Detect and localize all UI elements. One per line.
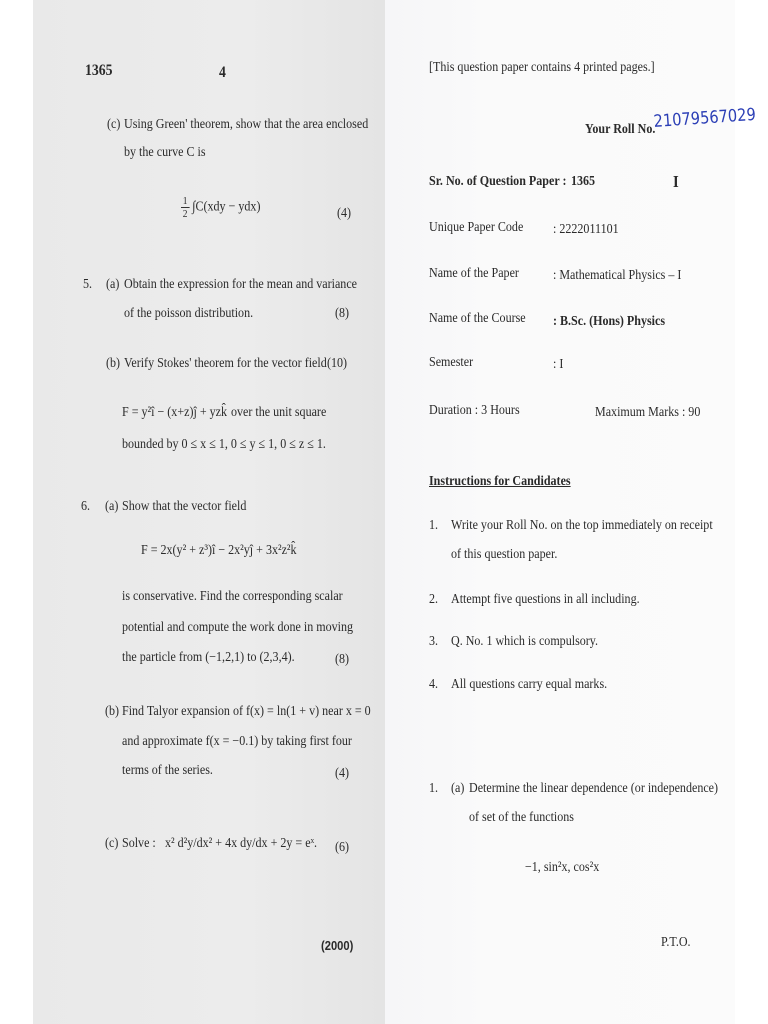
q6b-label: (b)	[105, 704, 120, 719]
q6c-equation: x² d²y/dx² + 4x dy/dx + 2y = eˣ.	[165, 836, 318, 851]
instruction-line-2: Attempt five questions in all including.	[451, 592, 640, 607]
paper-number: 1365	[85, 62, 113, 79]
field-value-2: : B.Sc. (Hons) Physics	[553, 314, 666, 329]
instruction-line-1b: of this question paper.	[451, 547, 558, 562]
q5b-bounds: bounded by 0 ≤ x ≤ 1, 0 ≤ y ≤ 1, 0 ≤ z ≤ 1.	[122, 437, 326, 452]
q6a-field: F = 2x(y² + z³)î − 2x²yĵ + 3x²z²k̂	[141, 543, 297, 558]
q5b-over: over the unit square	[231, 405, 327, 420]
q6a-label: (a)	[105, 499, 119, 514]
q4c-formula: $\frac{1}{2}$ ∫C(xdy − ydx)	[182, 195, 261, 220]
pto: P.T.O.	[661, 935, 691, 950]
q6a-line1: Show that the vector field	[122, 499, 247, 514]
q6a-line4: the particle from (−1,2,1) to (2,3,4).	[122, 650, 295, 665]
instructions-title: Instructions for Candidates	[429, 474, 571, 489]
q5b-line1: Verify Stokes' theorem for the vector field	[124, 356, 327, 371]
printed-pages-note: [This question paper contains 4 printed pages.]	[429, 60, 655, 75]
q6b-line1: Find Talyor expansion of f(x) = ln(1 + v) near x = 0	[122, 704, 371, 719]
q1a-label: (a)	[451, 781, 465, 796]
instruction-num-2: 2.	[429, 592, 439, 607]
q4c-line2: by the curve C is	[124, 145, 206, 160]
q5a-label: (a)	[106, 277, 120, 292]
field-value-3: : I	[553, 357, 564, 372]
q6c-prefix: Solve :	[122, 836, 156, 851]
q5a-line2: of the poisson distribution.	[124, 306, 254, 321]
duration: Duration : 3 Hours	[429, 403, 520, 418]
q6a-line3: potential and compute the work done in moving	[122, 620, 354, 635]
field-label-3: Semester	[429, 355, 474, 370]
q4c-marks: (4)	[337, 206, 352, 221]
right-page	[385, 0, 757, 1024]
instruction-num-3: 3.	[429, 634, 439, 649]
instruction-line-3: Q. No. 1 which is compulsory.	[451, 634, 599, 649]
q1a-functions: −1, sin²x, cos²x	[525, 860, 600, 875]
q4c-line1: Using Green' theorem, show that the area enclosed	[124, 117, 369, 132]
q6a-line2: is conservative. Find the corresponding scalar	[122, 589, 343, 604]
q5a-line1: Obtain the expression for the mean and variance	[124, 277, 358, 292]
q6c-marks: (6)	[335, 840, 350, 855]
instruction-num-4: 4.	[429, 677, 439, 692]
q1a-line1: Determine the linear dependence (or independence)	[469, 781, 719, 796]
q5-number: 5.	[83, 277, 93, 292]
q6b-line3: terms of the series.	[122, 763, 213, 778]
sr-mark: I	[673, 172, 679, 191]
q6b-marks: (4)	[335, 766, 350, 781]
instruction-line-4: All questions carry equal marks.	[451, 677, 608, 692]
field-label-0: Unique Paper Code	[429, 220, 524, 235]
q4c-label: (c)	[107, 117, 121, 132]
instruction-line-1a: Write your Roll No. on the top immediately on receipt	[451, 518, 713, 533]
q5b-marks: (10)	[327, 356, 348, 371]
q6a-marks: (8)	[335, 652, 350, 667]
q6b-line2: and approximate f(x = −0.1) by taking first four	[122, 734, 352, 749]
left-page	[33, 0, 385, 1024]
field-label-2: Name of the Course	[429, 311, 526, 326]
q5b-label: (b)	[106, 356, 121, 371]
sr-no-label: Sr. No. of Question Paper :	[429, 174, 567, 189]
roll-number-handwritten: 21079567029	[653, 104, 757, 132]
sr-no-value: 1365	[571, 174, 596, 189]
q5b-field: F = y²î − (x+z)ĵ + yzk̂	[122, 405, 228, 420]
q1-number: 1.	[429, 781, 439, 796]
q6c-label: (c)	[105, 836, 119, 851]
photo-frame	[33, 0, 757, 1024]
print-count: (2000)	[321, 938, 354, 953]
field-value-0: : 2222011101	[553, 222, 619, 237]
page-number: 4	[219, 64, 226, 81]
field-value-1: : Mathematical Physics – I	[553, 268, 682, 283]
field-label-1: Name of the Paper	[429, 266, 519, 281]
instruction-num-1: 1.	[429, 518, 439, 533]
q5a-marks: (8)	[335, 306, 350, 321]
maximum-marks: Maximum Marks : 90	[595, 405, 701, 420]
q1a-line2: of set of the functions	[469, 810, 575, 825]
q6-number: 6.	[81, 499, 91, 514]
roll-label: Your Roll No.	[585, 122, 656, 137]
